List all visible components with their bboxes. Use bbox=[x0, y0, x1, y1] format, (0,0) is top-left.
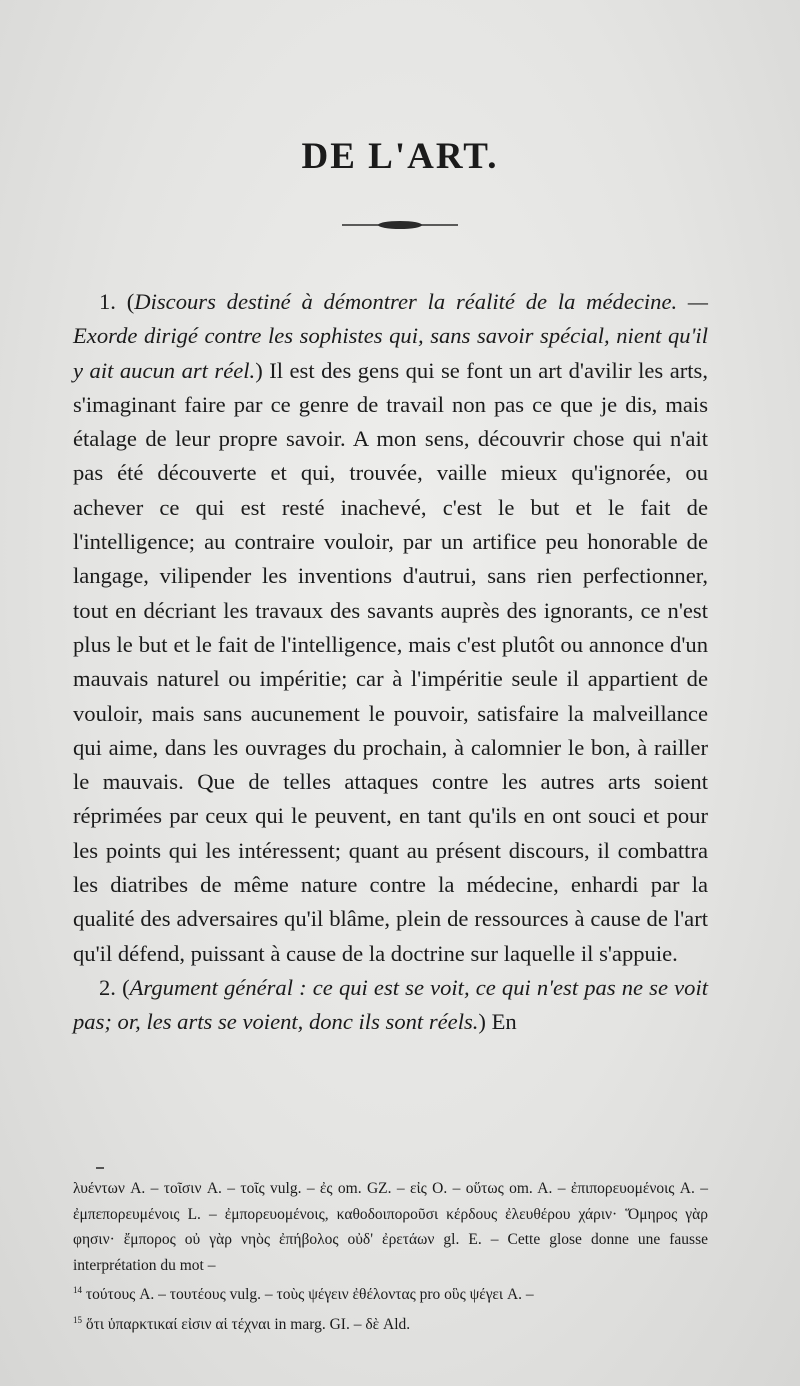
ornament-divider-icon bbox=[340, 218, 460, 232]
open-paren: ( bbox=[126, 289, 135, 314]
footnote-line bbox=[73, 1278, 708, 1308]
paragraph-summary: Discours destiné à démontrer la réalité de la médecine. — Exorde dirigé contre les sophistes qui, sans savoir spécial, nient qu'il y ait aucun art réel. bbox=[73, 289, 709, 383]
paragraph-1 bbox=[73, 285, 708, 971]
close-paren: ) bbox=[255, 357, 263, 383]
paragraph-number: 1. bbox=[99, 289, 116, 314]
footnote-line bbox=[73, 1308, 708, 1338]
paragraph-summary: Argument général : ce qui est se voit, ce qui n'est pas ne se voit pas; or, les arts se voient, donc ils sont réels. bbox=[73, 974, 708, 1035]
footnote-text: λυέντων A. – τοῖσιν A. – τοῖς vulg. – ἐς om. GZ. – εἰς O. – οὕτως om. A. – ἐπιπορευομένοις A. – ἐμπεπορευμένοις L. – ἐμπορευομένοις, καθοδοιποροῦσι κέρδους ἐλευθέρου χάριν· Ὅμηρος γὰρ φησιν· ἔμπορος οὐ γὰρ νηὸς ἐπήβολος οὐδ' ἐρετάων gl. E. – Cette glose donne une fausse interprétation du mot – bbox=[73, 1180, 708, 1274]
footnote-marker: 14 bbox=[73, 1285, 82, 1295]
page-title: DE L'ART. bbox=[301, 136, 499, 177]
footnotes bbox=[73, 1176, 708, 1337]
open-paren: ( bbox=[122, 974, 130, 1000]
paragraph-text: Il est des gens qui se font un art d'avilir les arts, s'imaginant faire par ce genre de travail non pas ce que je dis, mais étalage de leur propre savoir. A mon sens, découvrir chose qui n'ait pas été découverte et qui, trouvée, vaille mieux qu'ignorée, ou achever ce qui est resté inachevé, c'est le but et le fait de l'intelligence; au contraire vouloir, par un artifice peu honorable de langage, vilipender les inventions d'autrui, sans rien perfectionner, tout en décriant les travaux des savants auprès des ignorants, ce n'est plus le but et le fait de l'intelligence, mais c'est plutôt ou annonce d'un mauvais naturel ou impéritie; car à l'impéritie seule il appartient de vouloir, mais sans aucunement le pouvoir, satisfaire la malveillance qui aime, dans les ouvrages du prochain, à calomnier le bon, à railler le mauvais. Que de telles attaques contre les autres arts soient réprimées par ceux qui le peuvent, en tant qu'ils en ont souci et pour les points qui les intéressent; quant au présent discours, il combattra les diatribes de même nature contre la médecine, enhardi par la qualité des adversaires qu'il blâme, plein de ressources à cause de l'art qu'il défend, puissant à cause de la doctrine sur laquelle il s'appuie. bbox=[73, 357, 708, 966]
footnote-text: τούτους A. – τουτέους vulg. – τοὺς ψέγειν ἐθέλοντας pro οὓς ψέγει A. – bbox=[85, 1286, 534, 1303]
paragraph-number: 2. bbox=[99, 974, 116, 1000]
footnote-rule bbox=[96, 1167, 104, 1169]
paragraph-text: En bbox=[491, 1009, 517, 1035]
footnote-text: ὅτι ὑπαρκτικαί εἰσιν αἱ τέχναι in marg. GI. – δὲ Ald. bbox=[85, 1315, 411, 1333]
footnote-line bbox=[73, 1176, 708, 1278]
footnote-marker: 15 bbox=[73, 1314, 82, 1325]
close-paren: ) bbox=[478, 1009, 486, 1035]
paragraph-2 bbox=[73, 971, 708, 1040]
main-text bbox=[73, 285, 708, 1040]
